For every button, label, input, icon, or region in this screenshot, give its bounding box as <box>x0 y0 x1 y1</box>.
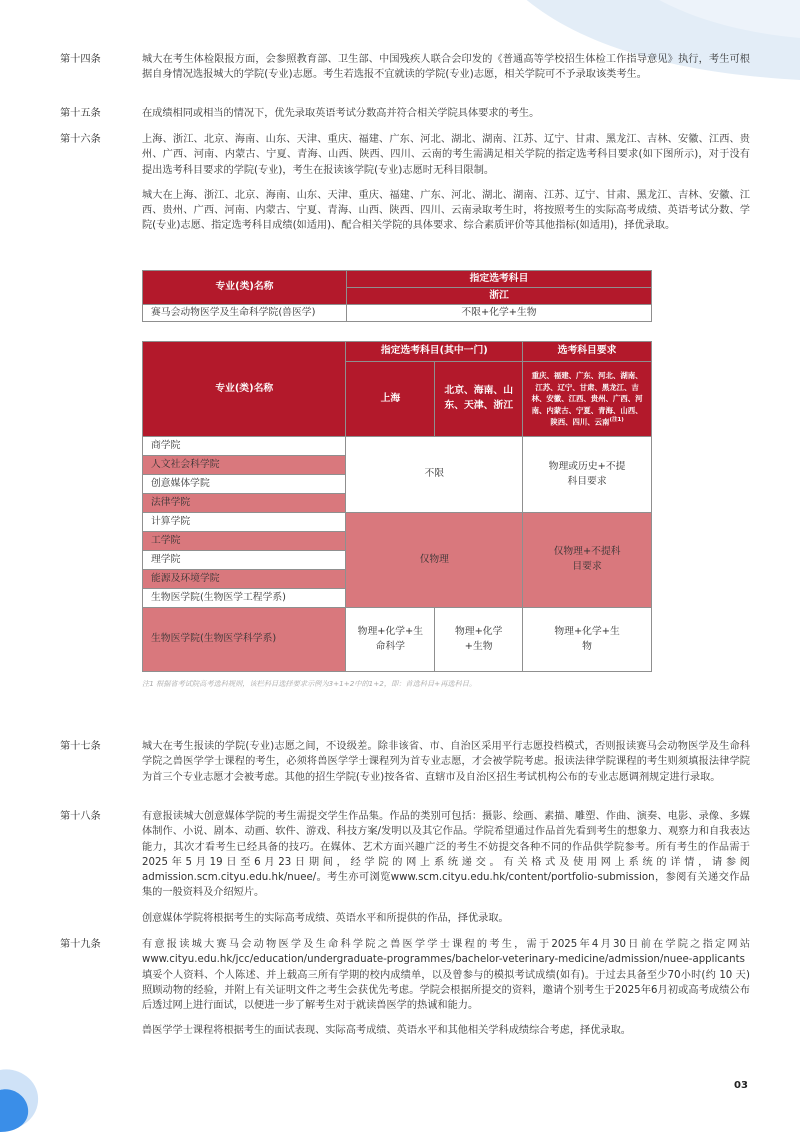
article-paragraph: 有意报读城大创意媒体学院的考生需提交学生作品集。作品的类别可包括：摄影、绘画、素描、雕塑、作曲、演奏、电影、录像、多媒体制作、小说、剧本、动画、软件、游戏、科技方案/发明以及其它作品。学院希望通过作品首先看到考生的想象力、观察力和自我表达能力，其次才看考生已经具备的技巧。在媒体、艺术方面兴趣广泛的考生不妨提交各种不同的作品供学院参考。所有考生的作品需于2025年5月19日至6月23日期间，经学院的网上系统递交。有关格式及使用网上系统的详情，请参阅admission.scm.cityu.edu.hk/nuee/。考生亦可浏览www.scm.cityu.edu.hk/content/portfolio-submission，参阅有关递交作品集的一般资料及介绍短片。 <box>142 811 750 899</box>
subject-table-zhejiang <box>142 270 652 322</box>
article-label: 第十四条 <box>60 54 101 65</box>
table-footnote: 注1 根据省考试院高考选科规则，该栏科目选择要求示例为3+1+2中的1+2，即：首选科目+再选科目。 <box>142 679 477 688</box>
table-cell-major: 商学院 <box>143 437 346 456</box>
article-label: 第十九条 <box>60 939 101 950</box>
table-cell-major: 计算学院 <box>143 513 346 532</box>
article-15 <box>60 106 750 121</box>
table-col-shanghai: 上海 <box>346 362 435 437</box>
table-cell-major: 能源及环境学院 <box>143 570 346 589</box>
table-cell-major: 赛马会动物医学及生命科学院(兽医学) <box>143 305 347 322</box>
article-16 <box>60 132 750 234</box>
article-19 <box>60 937 750 1039</box>
article-14 <box>60 52 750 83</box>
table-header-region: 浙江 <box>347 288 652 305</box>
decorative-blue-shape <box>0 1040 60 1132</box>
article-paragraph: 城大在考生体检限报方面，会参照教育部、卫生部、中国残疾人联合会印发的《普通高等学校招生体检工作指导意见》执行，考生可根据自身情况选报城大的学院(专业)志愿。考生若选报不宜就读的学院(专业)志愿，相关学院可不予录取该类考生。 <box>142 54 750 81</box>
table-cell-designated: 仅物理 <box>346 513 523 608</box>
table-header-major: 专业(类)名称 <box>143 342 346 437</box>
table-header-major: 专业(类)名称 <box>143 271 347 305</box>
article-paragraph: 有意报读城大赛马会动物医学及生命科学院之兽医学学士课程的考生，需于2025年4月30日前在学院之指定网站www.cityu.edu.hk/jcc/education/undergraduate-programmes/bachelor-veterinary-medicine/admission/nuee-applicants填妥个人资料、个人陈述、并上载高三所有学期的校内成绩单，以及曾参与的模拟考试成绩(如有)。于过去具备至少70小时(约 10 天)照顾动物的经验，并附上有关证明文件之考生会获优先考虑。学院会根据所提交的资料，邀请个别考生于2025年6月初或高考成绩公布后透过网上进行面试，以便进一步了解考生对于就读兽医学的热诚和能力。 <box>142 939 750 1012</box>
table-cell-requirement: 不限+化学+生物 <box>347 305 652 322</box>
table-cell-major: 法律学院 <box>143 494 346 513</box>
table-header-subject: 指定选考科目 <box>347 271 652 288</box>
article-label: 第十六条 <box>60 134 101 145</box>
article-paragraph: 创意媒体学院将根据考生的实际高考成绩、英语水平和所提供的作品，择优录取。 <box>142 912 509 924</box>
page-number: 03 <box>734 1080 748 1091</box>
table-cell-major: 工学院 <box>143 532 346 551</box>
table-cell-shanghai: 物理+化学+生命科学 <box>346 608 435 672</box>
article-17 <box>60 739 750 785</box>
article-paragraph: 在成绩相同或相当的情况下，优先录取英语考试分数高并符合相关学院具体要求的考生。 <box>142 108 540 119</box>
table-cell-requirement: 仅物理+不提科目要求 <box>523 513 652 608</box>
footnote-marker: (注1) <box>609 416 624 423</box>
table-cell-requirement: 物理+化学+生物 <box>523 608 652 672</box>
table-cell-major: 人文社会科学院 <box>143 456 346 475</box>
table-cell-beijing: 物理+化学+生物 <box>435 608 523 672</box>
table-header-designated: 指定选考科目(其中一门) <box>346 342 523 362</box>
table-col-other-regions <box>523 362 652 437</box>
regions-text: 重庆、福建、广东、河北、湖南、江苏、辽宁、甘肃、黑龙江、吉林、安徽、江西、贵州、广西、河南、内蒙古、宁夏、青海、山西、陕西、四川、云南 <box>531 371 643 427</box>
article-paragraph: 兽医学学士课程将根据考生的面试表现、实际高考成绩、英语水平和其他相关学科成绩综合考虑，择优录取。 <box>142 1025 631 1037</box>
article-paragraph: 城大在上海、浙江、北京、海南、山东、天津、重庆、福建、广东、河北、湖北、湖南、江苏、辽宁、甘肃、黑龙江、吉林、安徽、江西、贵州、广西、河南、内蒙古、宁夏、青海、山西、陕西、四川、云南录取考生时，将按照考生的实际高考成绩、英语考试分数、学院(专业)志愿、指定选考科目成绩(如适用)、配合相关学院的具体要求、综合素质评价等其他指标(如适用)，择优录取。 <box>142 189 750 232</box>
table-cell-major: 生物医学院(生物医学工程学系) <box>143 589 346 608</box>
table-cell-major: 生物医学院(生物医学科学系) <box>143 608 346 672</box>
article-18 <box>60 809 750 926</box>
article-label: 第十八条 <box>60 811 101 822</box>
subject-table-regions <box>142 341 652 672</box>
article-paragraph: 上海、浙江、北京、海南、山东、天津、重庆、福建、广东、河北、湖北、湖南、江苏、辽宁、甘肃、黑龙江、吉林、安徽、江西、贵州、广西、河南、内蒙古、宁夏、青海、山西、陕西、四川、云南的考生需满足相关学院的指定选考科目要求(如下图所示)，对于没有提出选考科目要求的学院(专业)，考生在报读该学院(专业)志愿时无科目限制。 <box>142 134 750 176</box>
table-cell-major: 创意媒体学院 <box>143 475 346 494</box>
table-cell-requirement: 物理或历史+不提科目要求 <box>523 437 652 513</box>
table-cell-major: 理学院 <box>143 551 346 570</box>
article-label: 第十七条 <box>60 741 101 752</box>
article-label: 第十五条 <box>60 108 101 119</box>
article-paragraph: 城大在考生报读的学院(专业)志愿之间，不设级差。除非该省、市、自治区采用平行志愿投档模式，否则报读赛马会动物医学及生命科学院之兽医学学士课程的考生，必须将兽医学学士课程列为首专业志愿，才会被学院考虑。报读法律学院课程的考生则须填报法律学院为首三个专业志愿才会被考虑。其他的招生学院(专业)按各省、直辖市及自治区招生考试机构公布的专业志愿调剂规定进行录取。 <box>142 741 750 783</box>
table-header-requirement: 选考科目要求 <box>523 342 652 362</box>
table-col-beijing-group: 北京、海南、山东、天津、浙江 <box>435 362 523 437</box>
table-cell-designated: 不限 <box>346 437 523 513</box>
table-row <box>143 305 652 322</box>
